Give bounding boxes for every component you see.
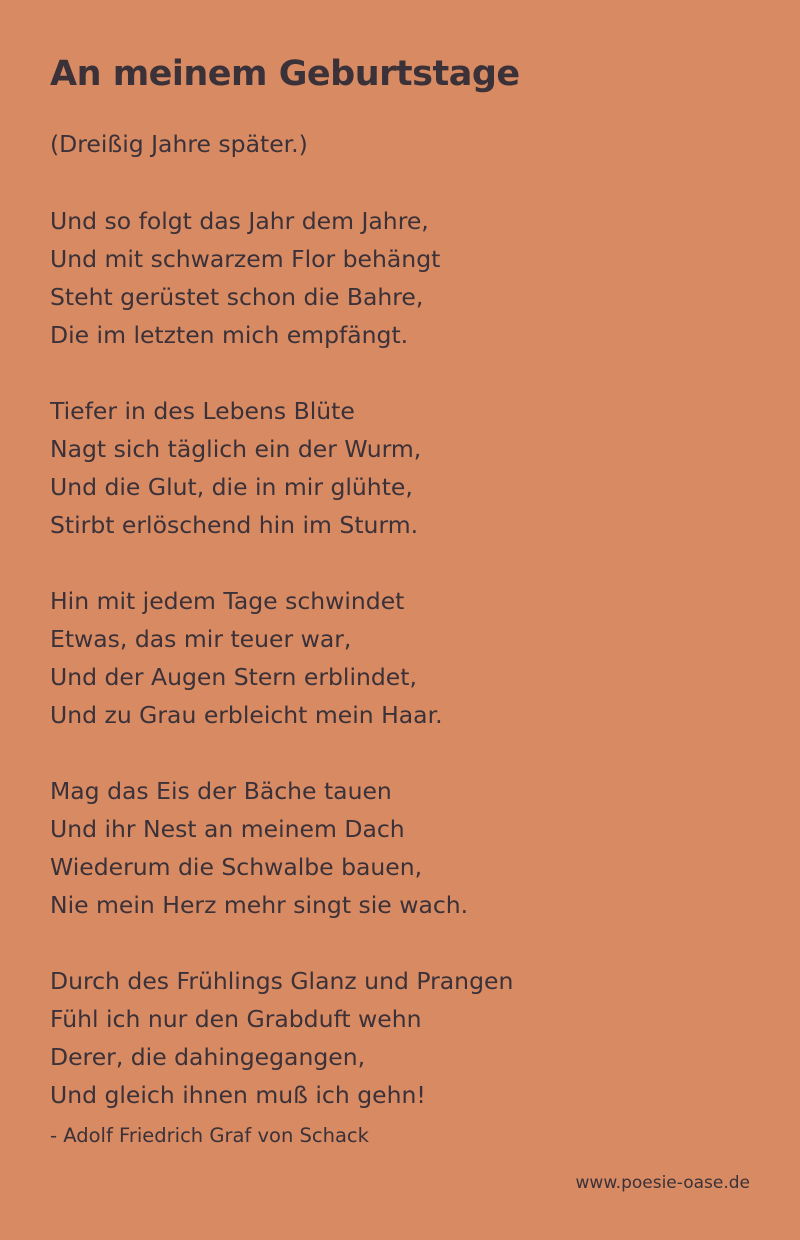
- website-url: www.poesie-oase.de: [575, 1173, 750, 1193]
- poem-body: [50, 202, 513, 1152]
- poem-subtitle: (Dreißig Jahre später.): [50, 130, 308, 158]
- poem-line: Steht gerüstet schon die Bahre,: [50, 283, 424, 311]
- poem-line: Und ihr Nest an meinem Dach: [50, 815, 405, 843]
- poem-line: Nagt sich täglich ein der Wurm,: [50, 435, 422, 463]
- poem-line: Und die Glut, die in mir glühte,: [50, 473, 413, 501]
- poem-line: Tiefer in des Lebens Blüte: [50, 397, 355, 425]
- poem-line: Und mit schwarzem Flor behängt: [50, 245, 441, 273]
- stanza-4: [50, 772, 513, 924]
- stanza-2: [50, 392, 513, 544]
- poem-title: An meinem Geburtstage: [50, 54, 520, 94]
- poem-line: Die im letzten mich empfängt.: [50, 321, 409, 349]
- stanza-3: [50, 582, 513, 734]
- poem-line: Nie mein Herz mehr singt sie wach.: [50, 891, 469, 919]
- stanza-5: [50, 962, 513, 1114]
- poem-author: - Adolf Friedrich Graf von Schack: [50, 1124, 369, 1147]
- poem-line: Hin mit jedem Tage schwindet: [50, 587, 405, 615]
- poem-line: Mag das Eis der Bäche tauen: [50, 777, 392, 805]
- poem-line: Etwas, das mir teuer war,: [50, 625, 352, 653]
- poem-line: Derer, die dahingegangen,: [50, 1043, 366, 1071]
- poem-line: Und so folgt das Jahr dem Jahre,: [50, 207, 429, 235]
- poem-line: Und der Augen Stern erblindet,: [50, 663, 417, 691]
- poem-line: Durch des Frühlings Glanz und Prangen: [50, 967, 514, 995]
- poem-line: Wiederum die Schwalbe bauen,: [50, 853, 423, 881]
- poem-line: Stirbt erlöschend hin im Sturm.: [50, 511, 419, 539]
- poem-line: Und gleich ihnen muß ich gehn!: [50, 1081, 426, 1109]
- poem-line: Fühl ich nur den Grabduft wehn: [50, 1005, 422, 1033]
- stanza-1: [50, 202, 513, 354]
- poem-line: Und zu Grau erbleicht mein Haar.: [50, 701, 443, 729]
